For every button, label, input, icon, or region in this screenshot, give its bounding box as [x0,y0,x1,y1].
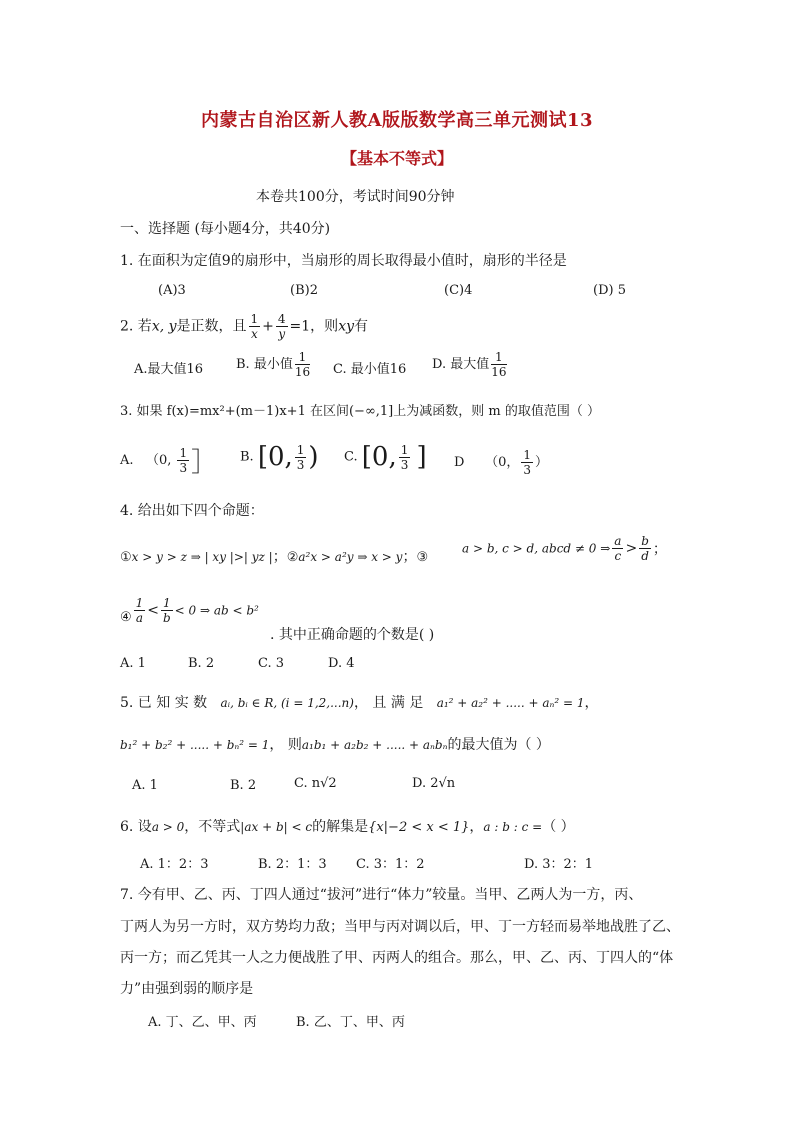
q6-ratio: a : b : c = [483,820,543,834]
q3-b-num: 1 [296,442,305,457]
q4-p4-d1: a [135,611,144,625]
q4-sep-1: ； [272,549,287,565]
q4-proposition-1: x > y > z ⇒ | xy |>| yz | [131,550,273,564]
q3-d-label: D [454,455,465,470]
q3-option-c [344,442,427,472]
q2-option-c: C. 最小值16 [333,362,407,377]
q2-mid: 是正数，且 [176,318,247,335]
q3-a-num: 1 [179,446,188,460]
q2-d-num: 1 [491,350,506,365]
q2-fraction-1 [249,312,261,341]
q3-option-b [240,442,319,472]
q4-p4-d2: b [163,611,171,625]
exam-info: 本卷共100分，考试时间90分钟 [256,189,455,205]
document-title: 内蒙古自治区新人教A版版数学高三单元测试13 [200,110,593,131]
q6-option-a: A. 1：2：3 [140,857,209,872]
q5-option-b: B. 2 [230,778,257,793]
q3-b-open: [0, [257,442,293,472]
q6-tail: （ ） [542,819,575,835]
q1-option-d: (D) 5 [593,283,626,298]
q4-p3-d1: c [614,549,622,563]
question-1-stem: 1. 在面积为定值9的扇形中，当扇形的周长取得最小值时，扇形的半径是 [120,253,567,269]
q4-p4-lt: < [147,602,160,619]
q3-b-close: ) [308,442,319,472]
q3-c-label: C. [344,449,358,465]
q4-option-d: D. 4 [328,656,355,671]
q3-d-den: 3 [523,463,532,477]
q4-mark-3: ③ [416,550,429,565]
q2-b-num: 1 [295,350,310,365]
q1-option-b: (B)2 [290,283,318,298]
q4-mark-2: ② [286,550,299,565]
q5-stem: 5. 已 知 实 数 [120,695,208,711]
q4-option-a: A. 1 [120,656,146,671]
q1-option-a: (A)3 [158,283,186,298]
question-7-line-4: 力”由强到弱的顺序是 [120,981,254,997]
q3-c-close: ] [416,442,427,472]
question-7-line-1: 7. 今有甲、乙、丙、丁四人通过“拔河”进行“体力”较量。当甲、乙两人为一方，丙、 [120,887,643,903]
question-5-line-2 [120,734,550,754]
q3-d-close: ） [535,455,549,470]
q3-d-open: （0， [485,455,520,470]
q4-sep-3: ； [652,541,667,558]
q3-a-den: 3 [179,461,188,475]
question-4-stem: 4. 给出如下四个命题： [120,503,264,519]
q6-mid3: ， [469,819,484,835]
q4-p3-premise: a > b, c > d, abcd ≠ 0 ⇒ [462,541,611,556]
q2-suffix: 有 [354,318,368,335]
q2-option-a: A.最大值16 [134,362,204,377]
q3-c-open: [0, [361,442,397,472]
q2-xy: xy [338,318,354,335]
q4-proposition-3 [462,534,667,563]
q7-option-b: B. 乙、丁、甲、丙 [296,1015,405,1030]
q3-c-num: 1 [400,442,409,457]
q2-frac1-den: x [250,327,258,341]
q5-ask: 的最大值为（ ） [447,737,550,753]
q5-option-c: C. n√2 [294,776,337,791]
q2-option-b [236,350,312,379]
q4-proposition-4 [120,596,259,625]
q2-b-den: 16 [294,365,311,379]
q4-propositions-1-3 [120,546,428,566]
q2-frac2-num: 4 [277,312,286,326]
q3-option-d [454,448,548,477]
q6-option-b: B. 2：1：3 [258,857,327,872]
q2-d-den: 16 [491,365,507,379]
q4-p4-n2: 1 [163,596,171,610]
q3-a-close: ］ [191,448,218,478]
q4-question: . 其中正确命题的个数是( ) [270,627,435,643]
q2-option-b-frac [295,350,310,379]
question-6-stem [120,816,575,836]
q3-a-label: A. [120,453,134,468]
q6-mid2: 的解集是 [312,819,369,835]
q2-prefix: 2. 若 [120,318,152,335]
q1-option-c: (C)4 [444,283,473,298]
q4-mark-4: ④ [120,610,132,625]
q2-frac2-den: y [278,327,286,341]
section-heading: 一、选择题 (每小题4分，共40分) [120,221,331,237]
question-3-stem: 3. 如果 f(x)=mx²+(m－1)x+1 在区间(−∞,1]上为减函数，则 m 的取值范围（ ） [120,404,600,419]
q4-p4-frac1 [134,596,146,625]
q2-option-b-text: B. 最小值 [236,357,293,372]
q2-option-d [432,350,509,379]
q6-option-c: C. 3：1：2 [356,857,425,872]
q4-sep-2: ； [402,549,417,565]
q3-b-den: 3 [296,457,305,472]
q3-option-a [120,442,217,479]
q2-option-d-frac [491,350,506,379]
question-7-line-2: 丁两人为另一方时，双方势均力敌；当甲与丙对调以后，甲、丁一方轻而易举地战胜了乙、 [120,919,680,935]
q4-p4-conclusion: < 0 ⇒ ab < b² [174,603,259,618]
q5-equation-2: b₁² + b₂² + ..... + bₙ² = 1 [120,738,270,752]
q3-d-frac [521,448,533,477]
q2-fraction-2 [276,312,288,341]
q5-equation-1: a₁² + a₂² + ..... + aₙ² = 1 [436,696,585,710]
q3-b-label: B. [240,449,254,465]
q5-option-d: D. 2√n [412,776,456,791]
q6-solution-set: {x|−2 < x < 1} [368,820,470,835]
q6-pre: 6. 设 [120,819,152,835]
q2-frac1-num: 1 [250,312,259,326]
q3-a-open: （0, [145,453,172,468]
q4-p3-d2: d [641,549,649,563]
question-2-stem [120,312,368,341]
q4-option-b: B. 2 [188,656,215,671]
q6-mid: ，不等式 [184,819,241,835]
q3-b-frac [295,443,307,472]
question-7-line-3: 丙一方；而乙凭其一人之力便战胜了甲、丙两人的组合。那么，甲、乙、丙、丁四人的“体 [120,950,674,966]
q5-mid: ， 且 满 足 [353,695,424,711]
question-5-line-1 [120,692,599,712]
q4-p3-gt: > [625,540,638,557]
q5-expression: a₁b₁ + a₂b₂ + ..... + aₙbₙ [301,738,448,752]
q4-p3-n2: b [641,534,649,548]
q3-c-frac [399,443,411,472]
q6-condition: a > 0 [151,820,185,834]
q4-p3-n1: a [614,534,622,548]
q2-option-d-text: D. 最大值 [432,357,490,372]
q5-then: ， 则 [269,737,302,753]
q6-option-d: D. 3：2：1 [524,857,594,872]
q5-condition: aᵢ, bᵢ ∈ R, (i = 1,2,...n) [220,696,354,710]
q5-comma: ， [584,695,599,711]
q4-mark-1: ① [120,550,132,565]
q2-equals: =1，则 [289,318,339,335]
q3-d-num: 1 [523,448,532,462]
q3-a-frac [177,446,189,475]
q7-option-a: A. 丁、乙、甲、丙 [148,1015,257,1030]
q4-p4-n1: 1 [135,596,144,610]
q4-p3-frac2 [639,534,651,563]
q6-inequality: |ax + b| < c [240,820,313,834]
q4-p4-frac2 [161,596,173,625]
q2-plus: + [262,318,274,335]
q4-option-c: C. 3 [258,656,285,671]
q4-proposition-2: a²x > a²y ⇒ x > y [298,550,403,564]
q2-vars: x, y [151,318,177,335]
q5-option-a: A. 1 [132,778,158,793]
document-subtitle: 【基本不等式】 [340,149,453,168]
q4-p3-frac1 [612,534,623,563]
q3-c-den: 3 [400,457,409,472]
